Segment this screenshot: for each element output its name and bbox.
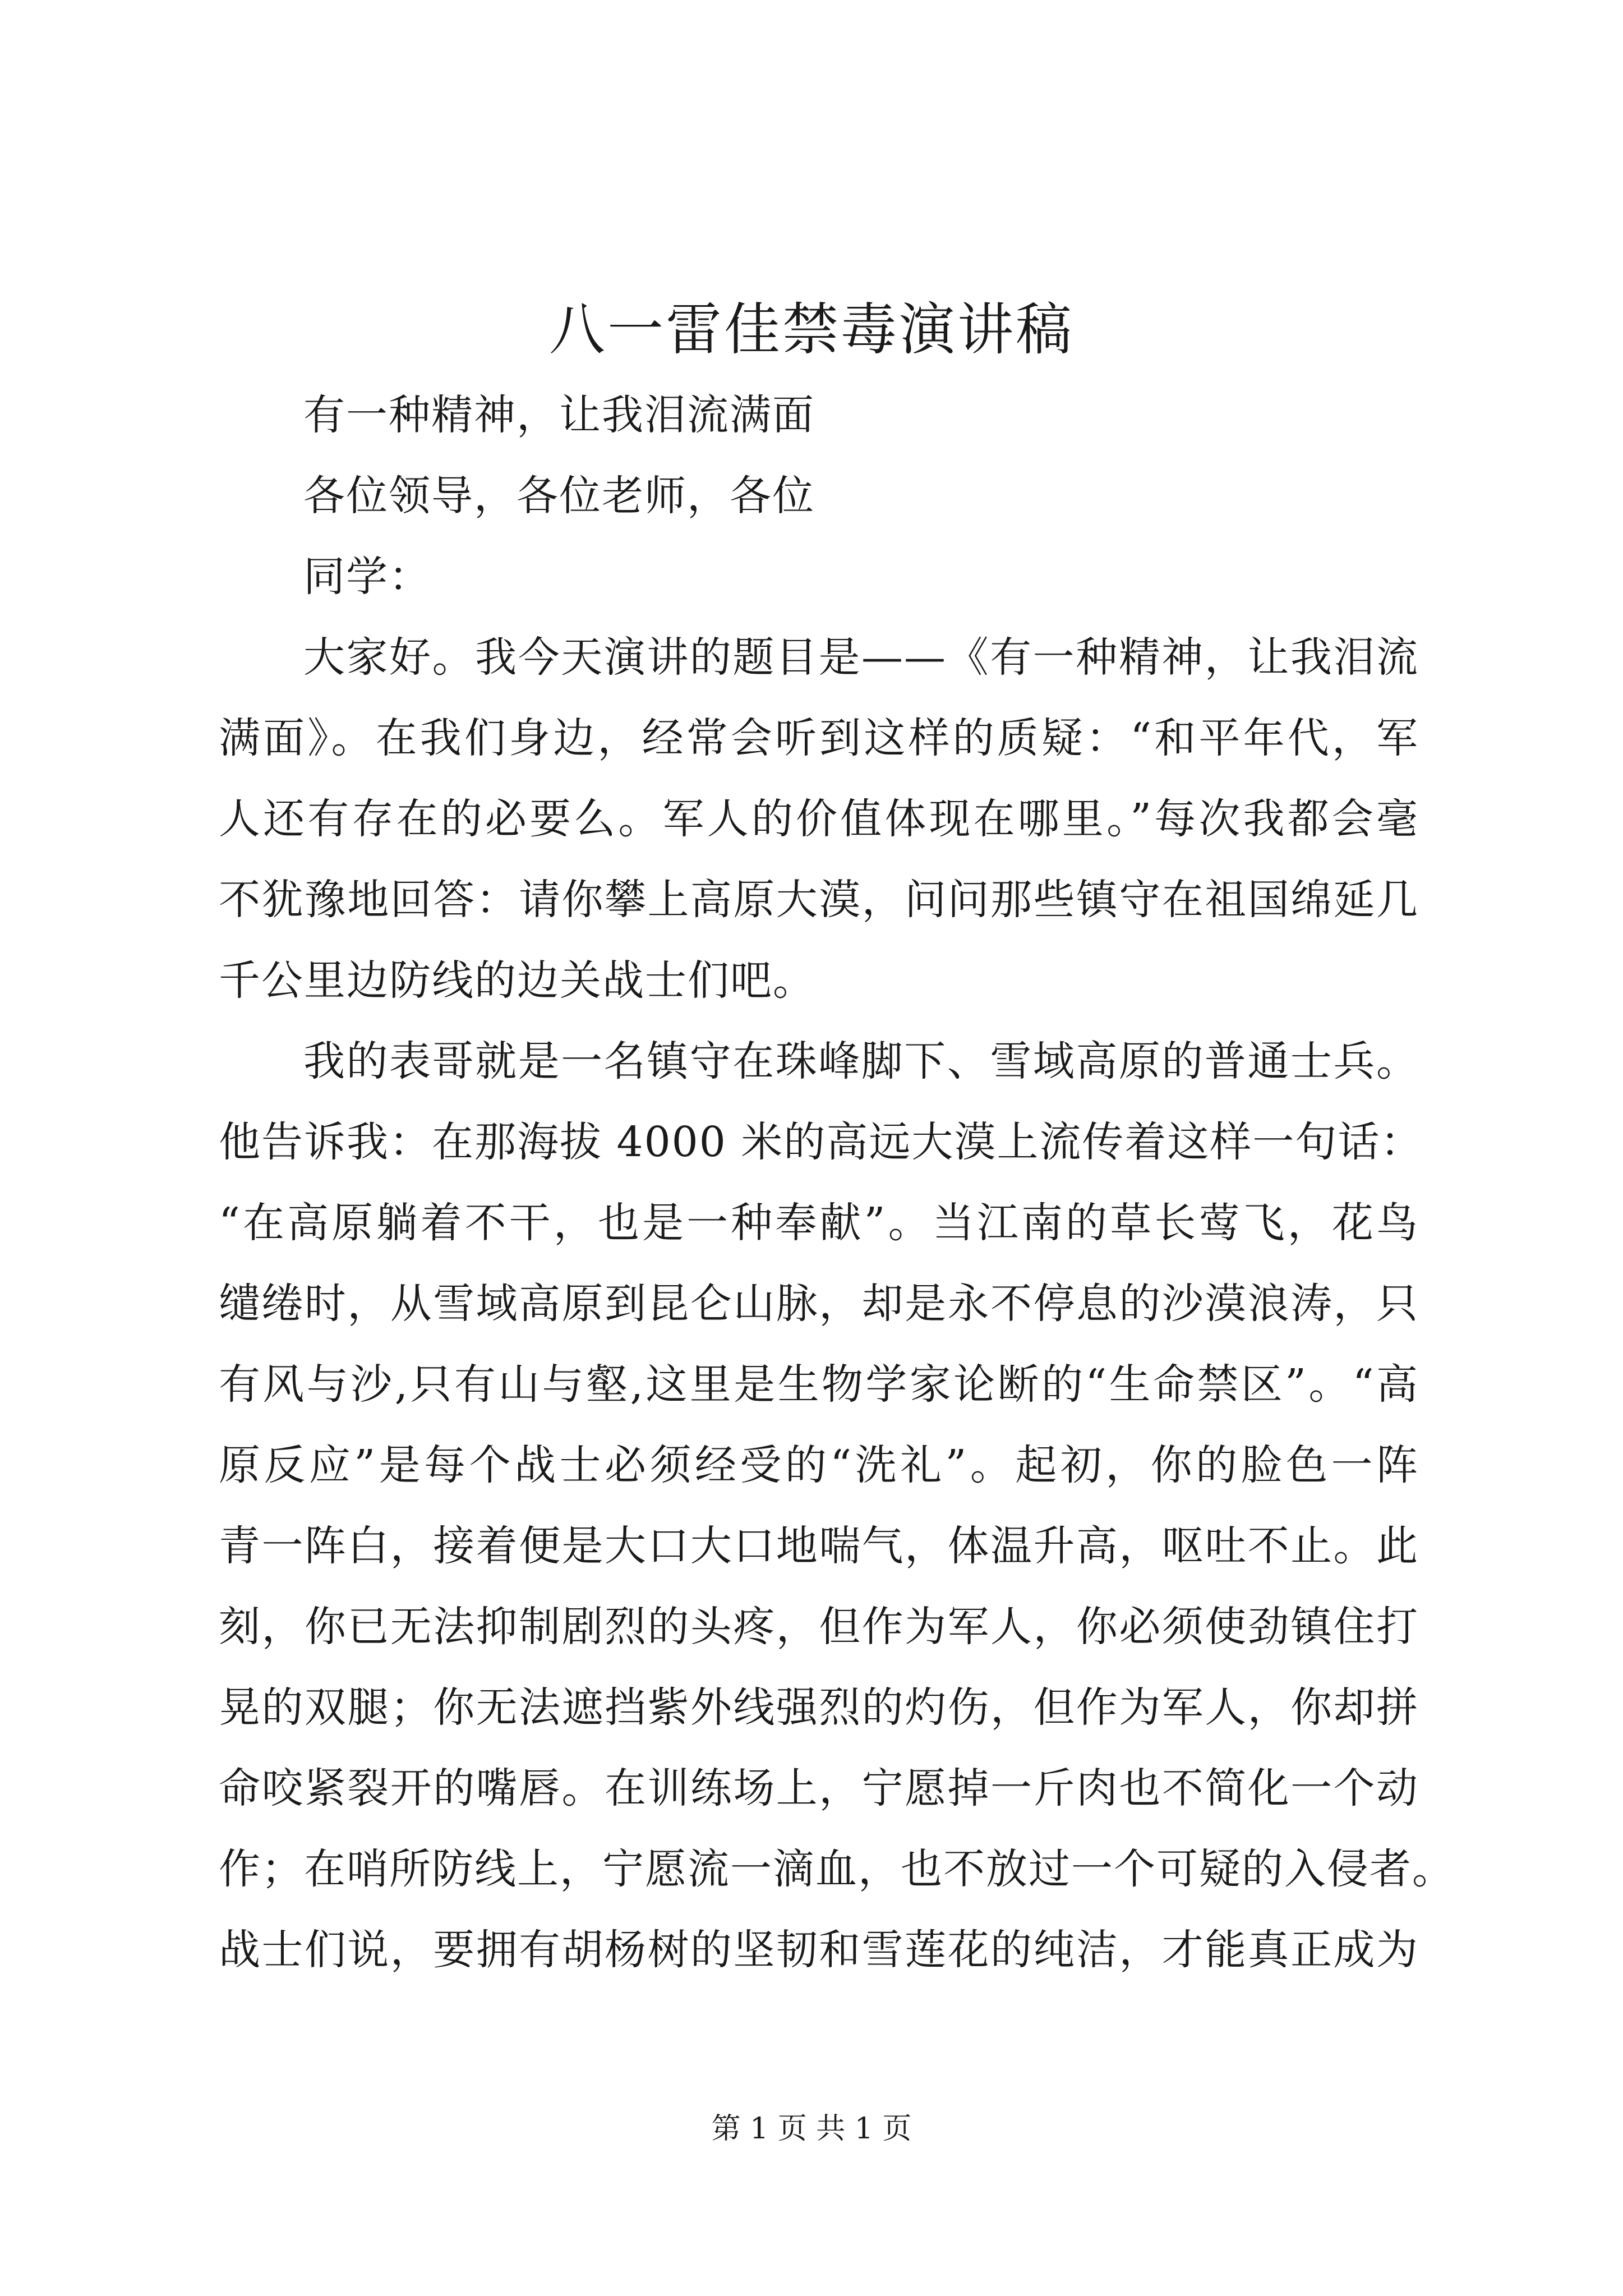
- body-line: 不犹豫地回答：请你攀上高原大漠，问问那些镇守在祖国绵延几: [219, 876, 1419, 924]
- body-line: “在高原躺着不干，也是一种奉献”。当江南的草长莺飞，花鸟: [219, 1199, 1419, 1247]
- body-line: 我的表哥就是一名镇守在珠峰脚下、雪域高原的普通士兵。: [303, 1037, 1419, 1085]
- body-line: 刻，你已无法抑制剧烈的头疼，但作为军人，你必须使劲镇住打: [219, 1603, 1419, 1651]
- document-title: 八一雷佳禁毒演讲稿: [549, 297, 1074, 362]
- body-line: 战士们说，要拥有胡杨树的坚韧和雪莲花的纯洁，才能真正成为: [219, 1926, 1419, 1974]
- body-line: 青一阵白，接着便是大口大口地喘气，体温升高，呕吐不止。此: [219, 1522, 1419, 1570]
- body-line: 他告诉我：在那海拔 4000 米的高远大漠上流传着这样一句话：: [219, 1118, 1423, 1166]
- body-line: 有一种精神，让我泪流满面: [303, 391, 815, 439]
- body-line: 原反应”是每个战士必须经受的“洗礼”。起初，你的脸色一阵: [219, 1441, 1419, 1489]
- body-line: 人还有存在的必要么。军人的价值体现在哪里。”每次我都会毫: [219, 795, 1419, 843]
- body-line: 命咬紧裂开的嘴唇。在训练场上，宁愿掉一斤肉也不简化一个动: [219, 1764, 1419, 1812]
- body-line: 缱绻时，从雪域高原到昆仑山脉，却是永不停息的沙漠浪涛，只: [219, 1280, 1419, 1328]
- body-line: 千公里边防线的边关战士们吧。: [219, 956, 815, 1005]
- body-line: 满面》。在我们身边，经常会听到这样的质疑：“和平年代，军: [219, 714, 1419, 762]
- body-line: 晃的双腿；你无法遮挡紫外线强烈的灼伤，但作为军人，你却拼: [219, 1683, 1419, 1732]
- body-line: 作；在哨所防线上，宁愿流一滴血，也不放过一个可疑的入侵者。: [219, 1845, 1455, 1893]
- body-line: 大家好。我今天演讲的题目是——《有一种精神，让我泪流: [303, 633, 1419, 682]
- body-line: 同学：: [303, 553, 431, 601]
- body-line: 各位领导，各位老师，各位: [303, 472, 815, 520]
- body-line: 有风与沙,只有山与壑,这里是生物学家论断的“生命禁区”。“高: [219, 1360, 1419, 1409]
- page-footer: 第 1 页 共 1 页: [711, 2112, 912, 2146]
